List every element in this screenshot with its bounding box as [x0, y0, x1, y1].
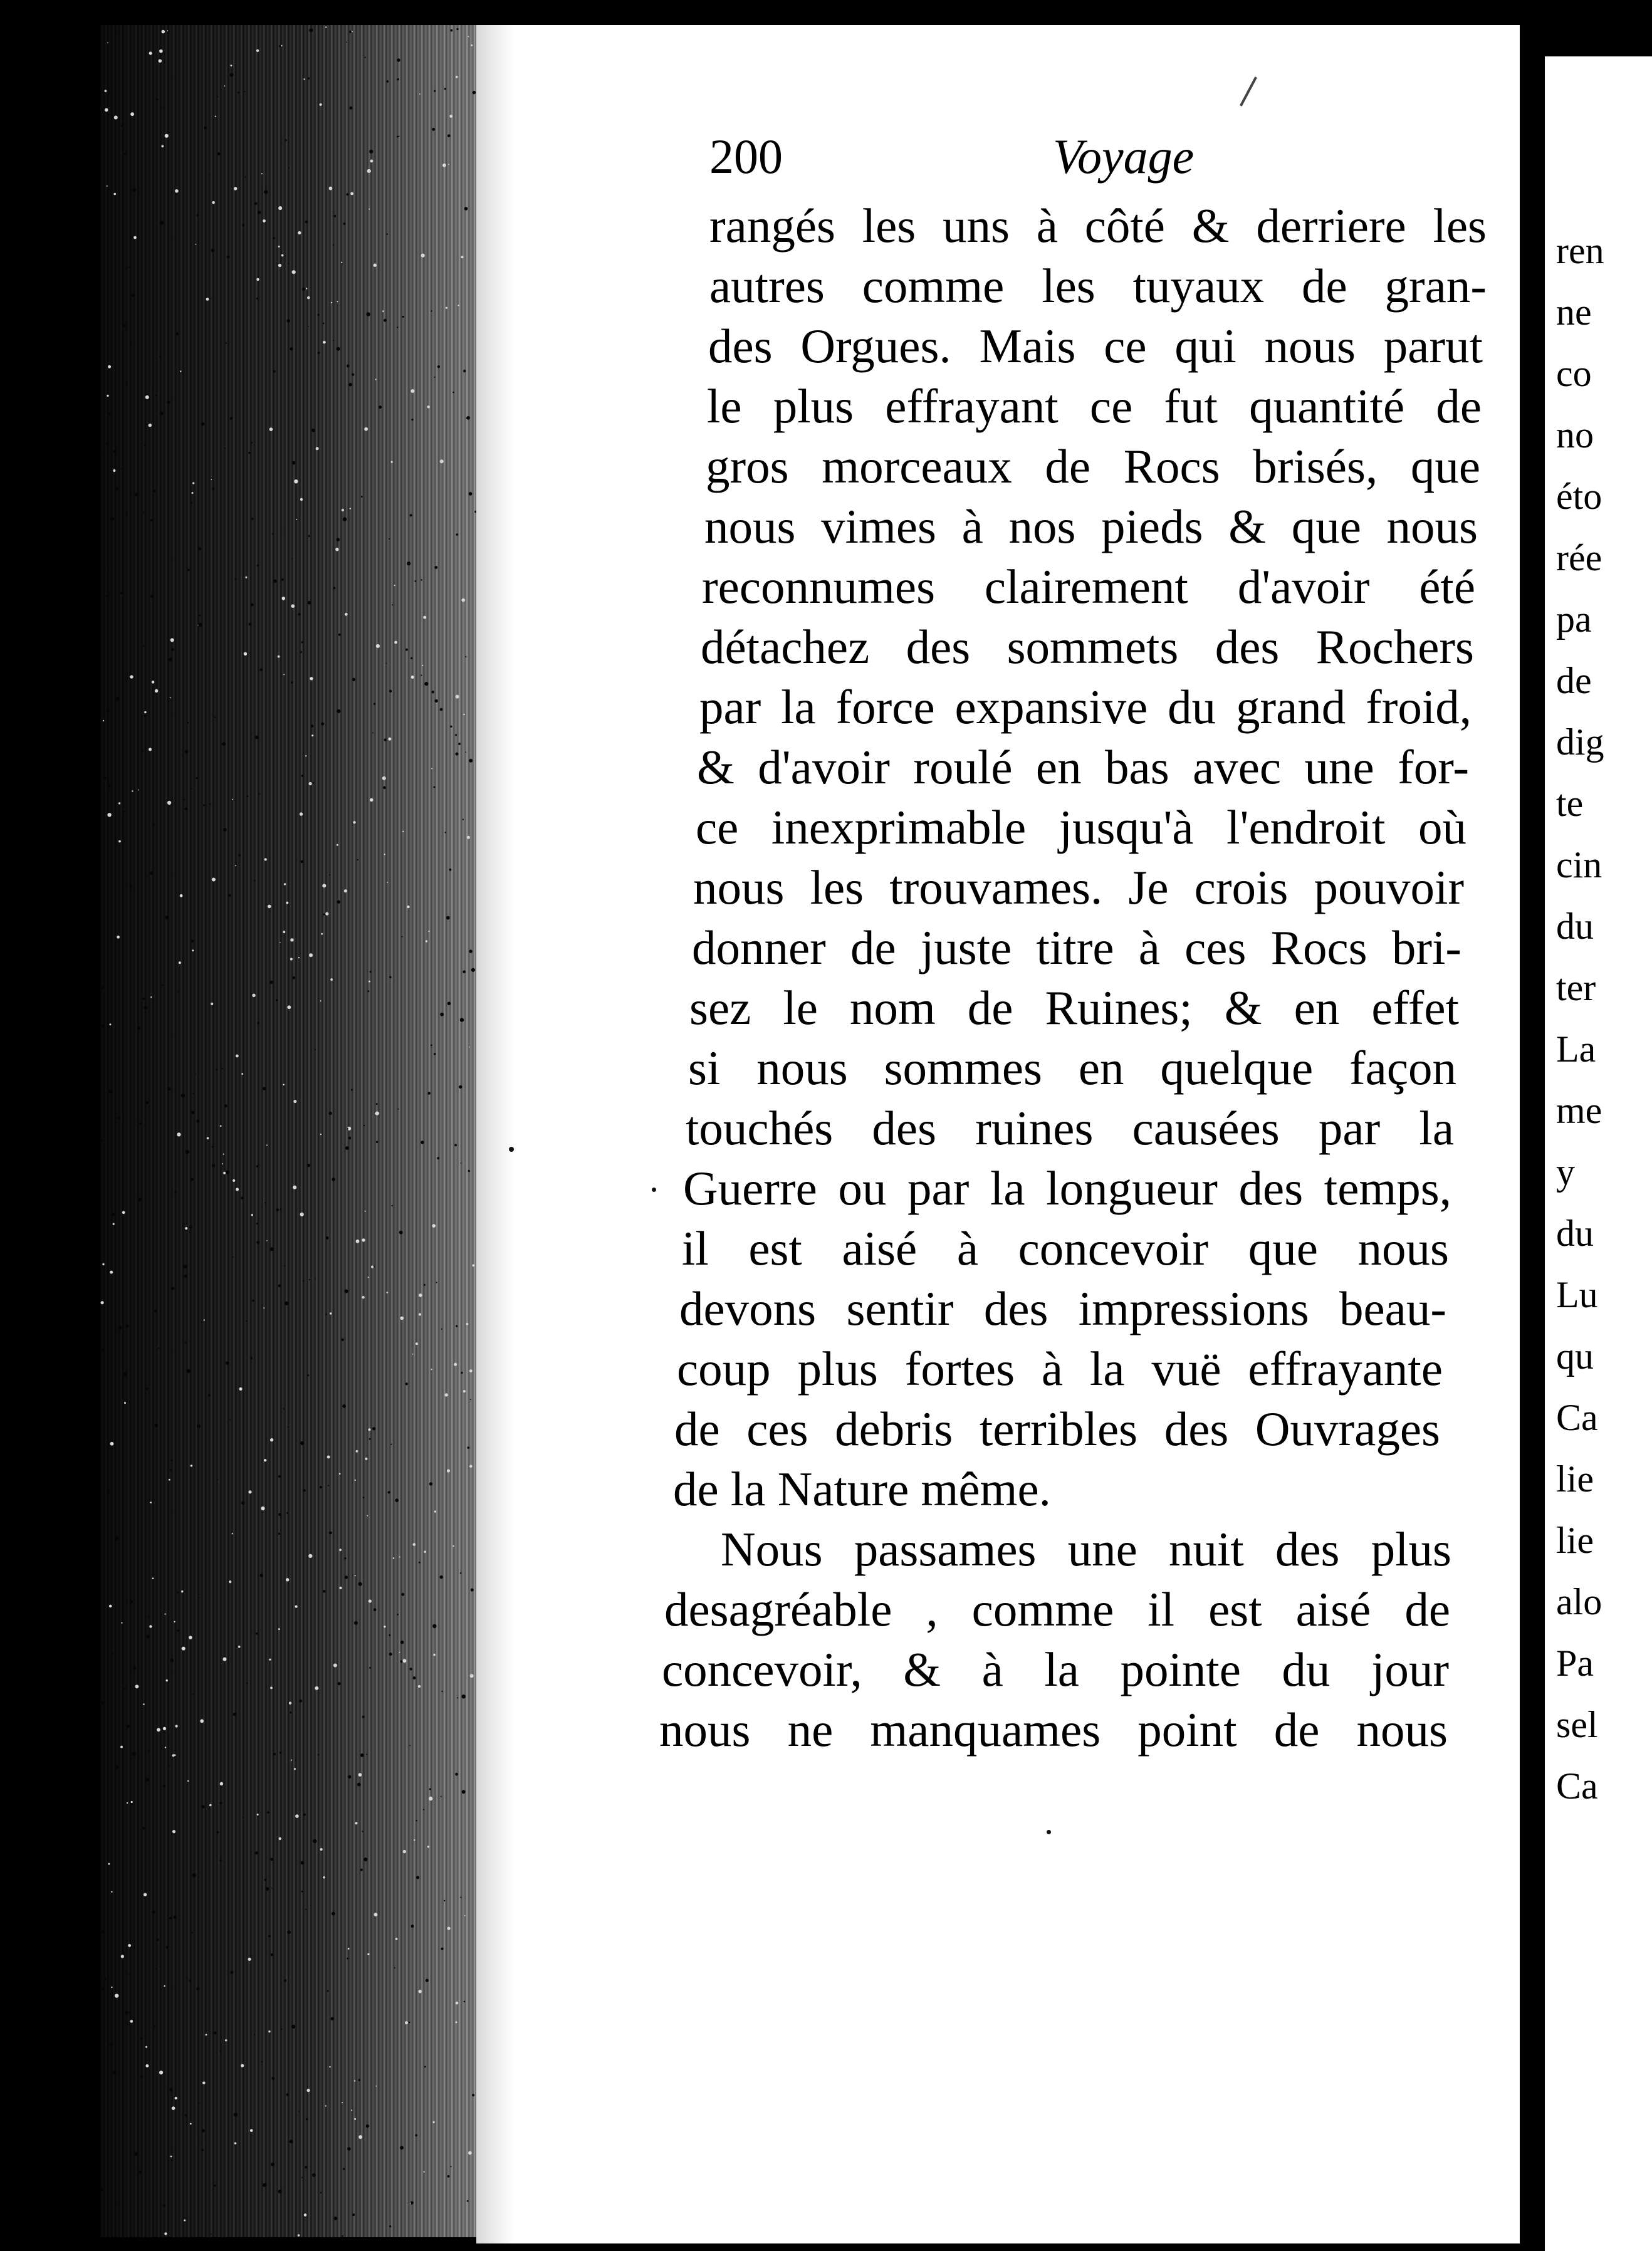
fragment-line: ren: [1556, 230, 1604, 271]
right-page-fragment: [1545, 56, 1652, 2251]
text-line: de ces debris terribles des Ouvrages: [674, 1402, 1440, 1456]
fragment-line: Lu: [1556, 1274, 1598, 1315]
ink-speck: [1047, 1830, 1051, 1834]
fragment-line: du: [1556, 906, 1594, 947]
fragment-line: dig: [1556, 721, 1604, 763]
text-line: détachez des sommets des Rochers: [701, 620, 1474, 674]
fragment-line: ter: [1556, 967, 1596, 1008]
ink-speck: [509, 1147, 514, 1152]
fragment-line: cin: [1556, 844, 1602, 885]
text-line: si nous sommes en quelque façon: [688, 1041, 1456, 1095]
fragment-line: éto: [1556, 476, 1602, 517]
text-line: concevoir, & à la pointe du jour: [662, 1643, 1449, 1696]
fragment-line: me: [1556, 1090, 1602, 1131]
text-line: nous ne manquames point de nous: [659, 1703, 1448, 1757]
text-line: nous vimes à nos pieds & que nous: [704, 499, 1478, 553]
text-line: il est aisé à concevoir que nous: [682, 1221, 1449, 1275]
fragment-line: de: [1556, 660, 1592, 701]
fragment-line: Pa: [1556, 1643, 1594, 1684]
text-line: gros morceaux de Rocs brisés, que: [706, 439, 1480, 493]
fragment-line: La: [1556, 1028, 1596, 1070]
text-line: touchés des ruines causées par la: [686, 1101, 1454, 1155]
fragment-line: alo: [1556, 1581, 1602, 1622]
text-line: coup plus fortes à la vuë effrayante: [677, 1342, 1443, 1396]
fragment-line: Ca: [1556, 1397, 1598, 1438]
text-line: desagréable , comme il est aisé de: [664, 1582, 1450, 1636]
text-line: sez le nom de Ruines; & en effet: [689, 981, 1459, 1035]
text-line: Guerre ou par la longueur des temps,: [683, 1161, 1451, 1215]
text-line: autres comme les tuyaux de gran-: [709, 259, 1487, 313]
fragment-line: ne: [1556, 291, 1592, 333]
text-line: donner de juste titre à ces Rocs bri-: [692, 921, 1461, 974]
fragment-line: du: [1556, 1213, 1594, 1254]
text-line: de la Nature même.: [673, 1462, 1051, 1516]
text-line: nous les trouvames. Je crois pouvoir: [693, 860, 1464, 914]
text-line: par la force expansive du grand froid,: [699, 680, 1472, 734]
text-line: ce inexprimable jusqu'à l'endroit où: [696, 800, 1466, 854]
fragment-line: lie: [1556, 1458, 1594, 1500]
text-line: devons sentir des impressions beau-: [679, 1282, 1446, 1335]
fragment-line: rée: [1556, 537, 1602, 578]
fragment-line: y: [1556, 1151, 1575, 1193]
fragment-line: sel: [1556, 1704, 1598, 1745]
fragment-line: co: [1556, 353, 1592, 394]
fragment-line: no: [1556, 414, 1594, 456]
text-line: Nous passames une nuit des plus: [721, 1522, 1451, 1576]
ink-speck: [652, 1188, 656, 1192]
text-line: & d'avoir roulé en bas avec une for-: [697, 740, 1469, 794]
page-number: 200: [709, 129, 783, 184]
text-line: reconnumes clairement d'avoir été: [702, 560, 1475, 614]
running-head: Voyage: [1053, 129, 1195, 184]
book-gutter: [1520, 25, 1545, 2251]
fragment-line: qu: [1556, 1335, 1594, 1377]
fragment-line: pa: [1556, 598, 1592, 640]
fragment-line: lie: [1556, 1520, 1594, 1561]
fragment-line: Ca: [1556, 1765, 1598, 1807]
fragment-line: te: [1556, 783, 1584, 824]
text-line: le plus effrayant ce fut quantité de: [707, 379, 1482, 433]
text-line: des Orgues. Mais ce qui nous parut: [708, 319, 1483, 373]
text-line: rangés les uns à côté & derriere les: [709, 199, 1487, 253]
